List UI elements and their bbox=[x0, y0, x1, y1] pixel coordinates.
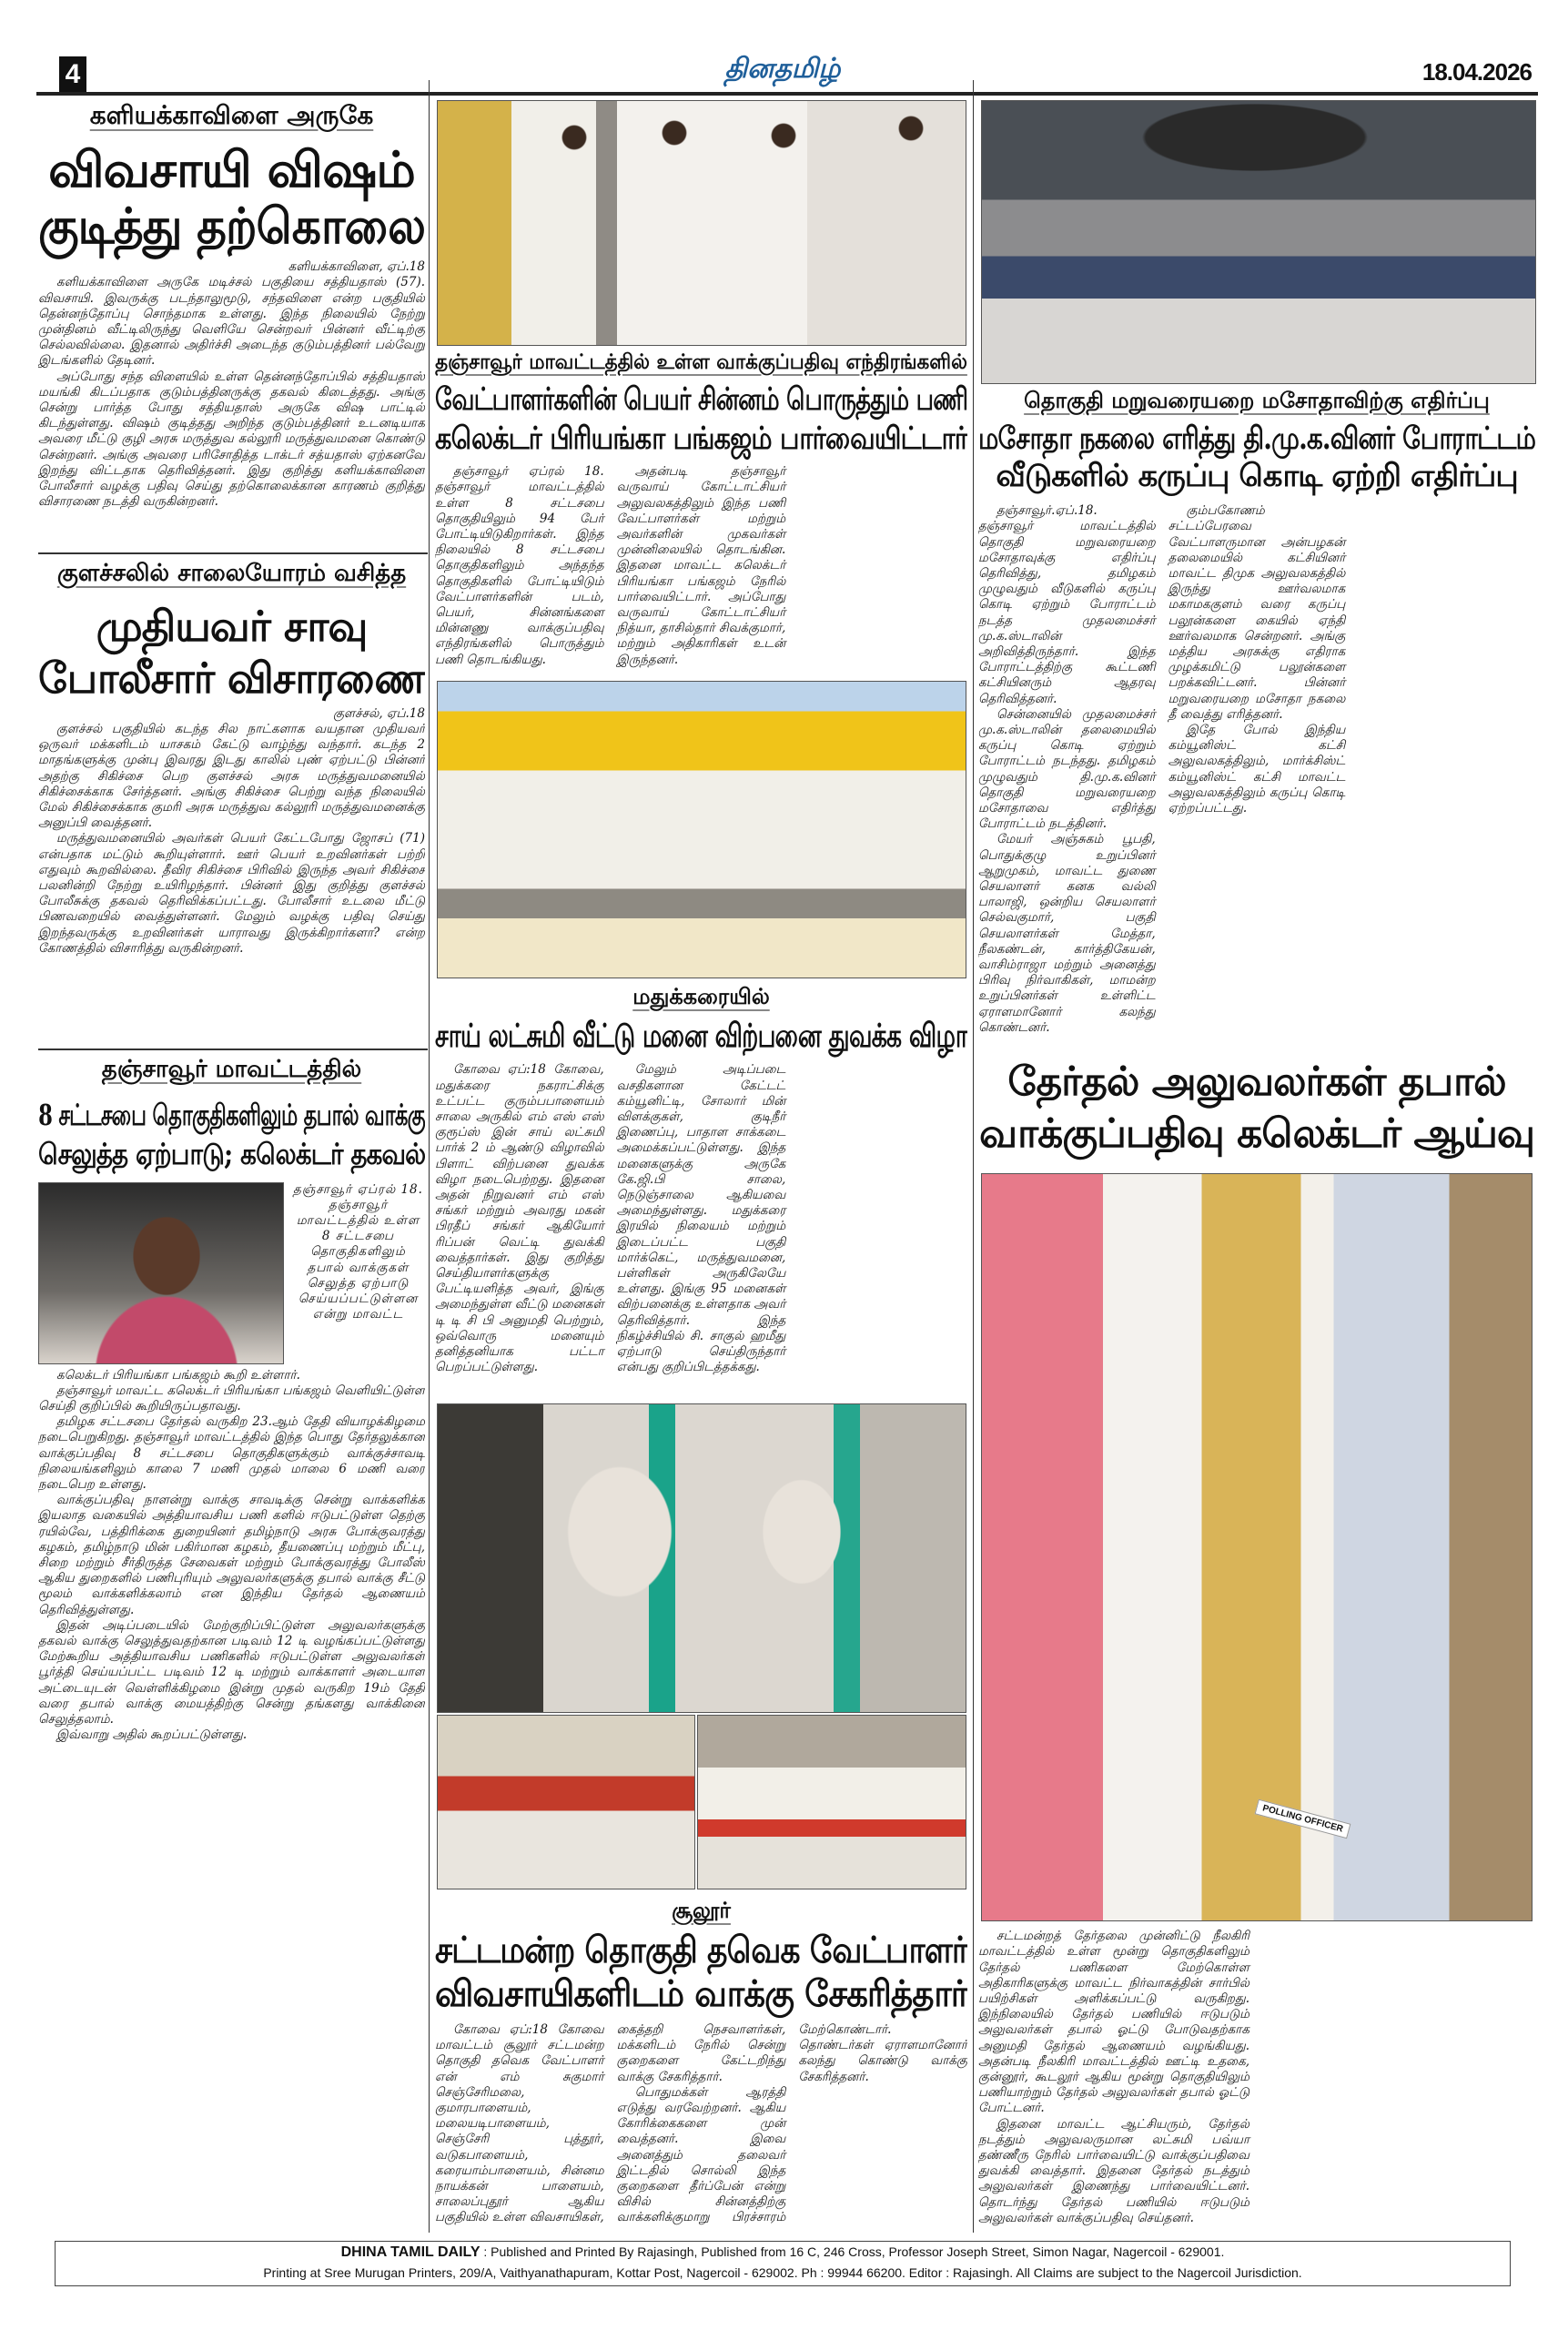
paragraph: வாக்குப்பதிவு நாளன்று வாக்கு சாவடிக்கு சென்று வாக்களிக்க இயலாத வகையில் அத்தியாவசிய பணி களில் ஈடுபட்டுள்ள தெற்கு ரயில்வே, பத்திரிக்கை துறையினர் தமிழ்நாடு அரசு போக்குவரத்து கழகம், தமிழ்நாடு மின் பகிர்மான கழகம், தீயணைப்பு மற்றும் மீட்பு, சிறை மற்றும் சீர்திருத்த சேவைகள் மற்றும் போக்குவரத்து போலீஸ் ஆகிய துறைகளில் பணிபுரியும் அலுவலர்களுக்கு தபால் வாக்கு சீட்டு மூலம் வாக்களிக்கலாம் என இந்திய தேர்தல் ஆணையம் தெரிவித்துள்ளது. bbox=[38, 1493, 425, 1617]
article-body bbox=[435, 1062, 967, 1398]
paragraph: சென்னையில் முதலமைச்சர் மு.க.ஸ்டாலின் தலைமையில் கருப்பு கொடி ஏற்றும் போராட்டம் நடந்தது. தமிழகம் முழுவதும் தி.மு.க.வினர் தொகுதி மறுவரையறை மசோதாவை எதிர்த்து போராட்டம் நடத்தினர். bbox=[978, 706, 1156, 832]
article-headline: போலீசார் விசாரணை bbox=[38, 653, 425, 703]
paragraph: குளச்சல் பகுதியில் கடந்த சில நாட்களாக வயதான முதியவர் ஒருவர் மக்களிடம் யாசகம் கேட்டு வாழ்ந்து வந்தார். கடந்த 2 மாதங்களுக்கு முன்பு இவரது இடது காலில் புண் ஏற்பட்டு பின்னர் அதற்கு சிகிச்சை பெற குளச்சல் அரசு மருத்துவமனையில் சிகிச்சைக்காக சேர்த்தனர். அங்கு சிகிச்சை பெற்று வந்த நிலையில் மேல் சிகிச்சைக்காக குமரி அரசு மருத்துவ கல்லூரி மருத்துவமனைக்கு அனுப்பி வைத்தனர். bbox=[38, 721, 425, 831]
article-tvk-candidate bbox=[435, 1897, 967, 2230]
imprint-footer bbox=[55, 2241, 1511, 2286]
paragraph: கலெக்டர் பிரியங்கா பங்கஜம் கூறி உள்ளார். bbox=[56, 1367, 300, 1383]
paragraph: தஞ்சாவூர் மாவட்ட கலெக்டர் பிரியங்கா பங்கஜம் வெளியிட்டுள்ள செய்தி குறிப்பில் கூறியிருப்பதாவது. bbox=[38, 1383, 425, 1413]
article-headline: சட்டமன்ற தொகுதி தவெக வேட்பாளர் bbox=[435, 1929, 967, 1971]
evm-inspection-photo bbox=[437, 100, 966, 346]
article-headline: செலுத்த ஏற்பாடு; கலெக்டர் தகவல் bbox=[38, 1136, 425, 1171]
paragraph: இவ்வாறு அதில் கூறப்பட்டுள்ளது. bbox=[56, 1727, 248, 1743]
article-body bbox=[38, 259, 425, 549]
article-elderly-death bbox=[38, 560, 425, 1045]
black-flag-protest-photo bbox=[981, 100, 1536, 384]
article-divider bbox=[38, 552, 428, 554]
header-rule bbox=[36, 92, 1538, 96]
paragraph: மேயர் அஞ்சுகம் பூபதி, பொதுக்குழு உறுப்பினர் ஆறுமுகம், மாவட்ட துணை செயலாளர் கனக வல்லி பாலாஜி, ஒன்றிய செயலாளர் செல்வகுமார், பகுதி செயலாளர்கள் மேத்தா, நீலகண்டன், கார்த்திகேயன், வாசிம்ராஜா மற்றும் அனைத்து பிரிவு நிர்வாகிகள், மாமன்ற உறுப்பினர்கள் உள்ளிட்ட ஏராளமானோர் கலந்து கொண்டனர். bbox=[978, 832, 1156, 1035]
paragraph: களியக்காவிளை அருகே மடிச்சல் பகுதியை சத்தியதாஸ் (57). விவசாயி. இவருக்கு படந்தாலுமூடு, சந்தவிளை என்ற பகுதியில் தென்னந்தோப்பு சொந்தமாக உள்ளது. இந்த நிலையில் நேற்று முன்தினம் வீட்டிலிருந்து வெளியே சென்றவர் பின்னர் வீட்டிற்கு செல்லவில்லை. இதனால் அதிர்ச்சி அடைந்த குடும்பத்தினர் பல்வேறு இடங்களில் தேடினர். bbox=[38, 275, 425, 369]
campaign-photo-right bbox=[697, 1715, 966, 1889]
paragraph: அப்போது சந்த விளையில் உள்ள தென்னந்தோப்பில் சத்தியதாஸ் மயங்கி கிடப்பதாக குடும்பத்தினருக்கு தகவல் கிடைத்தது. அங்கு சென்று பார்த்த போது சத்தியதாஸ் அருகே விஷ பாட்டில் கிடந்துள்ளது. விஷம் குடித்தது அறிந்த குடும்பத்தினர் உடனடியாக அவரை மீட்டு குழி அரசு மருத்துவ கல்லூரி மருத்துவமனை கொண்டு சென்றனர். அங்கு அவரை பரிசோதித்த டாக்டர் சத்யதாஸ் ஏற்கனவே இறந்து விட்டதாக தெரிவித்தனர். இது குறித்து களியக்காவிளை போலீசார் வழக்கு பதிவு செய்து தற்கொலைக்கான காரணம் குறித்து விசாரணை நடத்தி வருகின்றனர். bbox=[38, 369, 425, 510]
paragraph: தமிழக சட்டசபை தேர்தல் வருகிற 23.ஆம் தேதி வியாழக்கிழமை நடைபெறுகிறது. தஞ்சாவூர் மாவட்டத்தில் இந்த பொது தேர்தலுக்கான வாக்குப்பதிவு 8 சட்டசபை தொகுதிகளுக்கும் வாக்குச்சாவடி நிலையங்களிலும் காலை 7 மணி முதல் மாலை 6 மணி வரை நடைபெற உள்ளது. bbox=[38, 1414, 425, 1493]
collector-portrait-photo bbox=[38, 1182, 284, 1364]
article-body bbox=[435, 464, 967, 675]
article-headline: மசோதா நகலை எரித்து தி.மு.க.வினர் போராட்டம் bbox=[978, 420, 1535, 457]
paragraph: மேலும் அடிப்படை வசதிகளான கேட்டட் கம்யூனிட்டி, சோலார் மின் விளக்குகள், குடிநீர் இணைப்பு, பாதாள சாக்கடை அமைக்கப்பட்டுள்ளது. இந்த மனைகளுக்கு அருகே கே.ஜி.பி சாலை, நெடுஞ்சாலை ஆகியவை அமைந்துள்ளது. மதுக்கரை இரயில் நிலையம் மற்றும் இடைப்பட்ட பகுதி மார்க்கெட், மருத்துவமனை, பள்ளிகள் அருகிலேயே உள்ளது. இங்கு 95 மனைகள் விற்பனைக்கு உள்ளதாக அவர் தெரிவித்தார். இந்த நிகழ்ச்சியில் சி. சாகுல் ஹமீது ஏற்பாடு செய்திருந்தார் என்பது குறிப்பிடத்தக்கது. bbox=[616, 1062, 786, 1375]
column-divider bbox=[973, 80, 974, 2233]
article-body bbox=[38, 706, 425, 1045]
article-headline: குடித்து தற்கொலை bbox=[38, 197, 425, 256]
article-headline: வேட்பாளர்களின் பெயர் சின்னம் பொருத்தும் பணி bbox=[435, 381, 967, 418]
paragraph: தஞ்சாவூர்.ஏப்.18. தஞ்சாவூர் மாவட்டத்தில் தொகுதி மறுவரையறை மசோதாவுக்கு எதிர்ப்பு தெரிவித்து, தமிழகம் முழுவதும் வீடுகளில் கருப்பு கொடி ஏற்றும் போராட்டம் நடத்த முதலமைச்சர் மு.க.ஸ்டாலின் அறிவித்திருந்தார். இந்த போராட்டத்திற்கு கூட்டணி கட்சியினரும் ஆதரவு தெரிவித்தனர். bbox=[978, 503, 1156, 706]
article-body bbox=[38, 1368, 425, 2230]
article-kicker: களியக்காவிளை அருகே bbox=[89, 100, 374, 130]
campaign-main-photo bbox=[437, 1403, 966, 1713]
paragraph: தஞ்சாவூர் ஏப்ரல் 18. தஞ்சாவூர் மாவட்டத்தில் உள்ள 8 சட்டசபை தொகுதியிலும் 94 பேர் போட்டியிடுகிறார்கள். இந்த நிலையில் 8 சட்டசபை தொகுதிகளிலும் அந்தந்த தொகுதிகளில் போட்டியிடும் வேட்பாளர்களின் படம், பெயர், சின்னங்களை மின்னணு வாக்குப்பதிவு எந்திரங்களில் பொருத்தும் பணி தொடங்கியது. bbox=[435, 464, 604, 667]
article-farmer-suicide bbox=[38, 100, 425, 549]
article-headline: கலெக்டர் பிரியங்கா பங்கஜம் பார்வையிட்டார் bbox=[435, 420, 967, 458]
article-headline: விவசாயிகளிடம் வாக்கு சேகரித்தார் bbox=[435, 1972, 967, 2015]
article-headline: சாய் லட்சுமி வீட்டு மனை விற்பனை துவக்க விழா bbox=[435, 1017, 967, 1055]
imprint-line: Printing at Sree Murugan Printers, 209/A, Vaithyanathapuram, Kottar Post, Nagercoil - 629002. Ph : 99944 66200. Editor : Rajasingh. All Claims are subject to the Nagercoil Jurisdiction. bbox=[263, 2265, 1302, 2280]
article-headline: முதியவர் சாவு bbox=[96, 602, 368, 651]
newspaper-logo: தினதமிழ் bbox=[724, 53, 841, 85]
article-body bbox=[435, 2022, 967, 2230]
article-kicker: தஞ்சாவூர் மாவட்டத்தில் உள்ள வாக்குப்பதிவு எந்திரங்களில் bbox=[435, 350, 967, 374]
paragraph: இதே போல் இந்திய கம்யூனிஸ்ட் கட்சி அலுவலகத்திலும், மார்க்சிஸ்ட் கம்யூனிஸ்ட் கட்சி மாவட்ட அலுவலகத்திலும் கருப்பு கொடி ஏற்றப்பட்டது. bbox=[1168, 723, 1346, 816]
paragraph: கோவை ஏப்:18 கோவை, மதுக்கரை நகராட்சிக்கு உட்பட்ட குரும்பபாளையம் சாலை அருகில் எம் எஸ் எஸ் குரூப்ஸ் இன் சாய் லட்சுமி பார்க் 2 ம் ஆண்டு விழாவில் பிளாட் விற்பனை துவக்க விழா நடைபெற்றது. இதனை அதன் நிறுவனர் எம் எஸ் சங்கர் மற்றும் அவரது மகன் பிரதீப் சங்கர் ஆகியோர் ரிப்பன் வெட்டி துவக்கி வைத்தார்கள். இது குறித்து செய்தியாளர்களுக்கு பேட்டியளித்த அவர், இங்கு அமைந்துள்ள வீட்டு மனைகள் டி டி சி பி அனுமதி பெற்றும், ஒவ்வொரு மனையும் தனித்தனியாக பட்டா பெறப்பட்டுள்ளது. bbox=[435, 1062, 604, 1375]
paragraph: சட்டமன்றத் தேர்தலை முன்னிட்டு நீலகிரி மாவட்டத்தில் உள்ள மூன்று தொகுதிகளிலும் தேர்தல் பணிகளை மேற்கொள்ள அதிகாரிகளுக்கு மாவட்ட நிர்வாகத்தின் சார்பில் பயிற்சிகள் அளிக்கப்பட்டு வருகிறது. இந்நிலையில் தேர்தல் பணியில் ஈடுபடும் அலுவலர்கள் தபால் ஓட்டு போடுவதற்காக அனுமதி தேர்தல் ஆணையம் வழங்கியது. அதன்படி நீலகிரி மாவட்டத்தில் ஊட்டி உதகை, குன்னூர், கூடலூர் ஆகிய மூன்று தொகுதியிலும் பணியாற்றும் தேர்தல் அலுவலர்கள் தபால் ஓட்டு போட்டனர். bbox=[978, 1929, 1249, 2116]
inauguration-ribbon-photo bbox=[437, 681, 966, 978]
article-kicker: தஞ்சாவூர் மாவட்டத்தில் bbox=[101, 1056, 362, 1083]
paragraph: இதனை மாவட்ட ஆட்சியரும், தேர்தல் நடத்தும் அலுவலருமான லட்சுமி பவ்யா தண்ணீரு நேரில் பார்வையிட்டு வாக்குப்பதிவை துவக்கி வைத்தார். இதனை தேர்தல் நடத்தும் அலுவலர்கள் இணைந்து பார்வையிட்டனர். தொடர்ந்து தேர்தல் பணியில் ஈடுபடும் அலுவலர்கள் வாக்குப்பதிவு செய்தனர். bbox=[978, 2116, 1249, 2225]
article-kicker: குளச்சலில் சாலையோரம் வசித்த bbox=[56, 560, 407, 587]
article-plot-sale bbox=[435, 983, 967, 1398]
column-divider bbox=[429, 80, 430, 2233]
article-headline: வீடுகளில் கருப்பு கொடி ஏற்றி எதிர்ப்பு bbox=[996, 458, 1518, 495]
article-divider bbox=[38, 1048, 428, 1050]
polling-officer-sign: POLLING OFFICER bbox=[1255, 1799, 1351, 1839]
article-postal-ballot-inspection bbox=[978, 1054, 1535, 2230]
imprint-line: : Published and Printed By Rajasingh, Published from 16 C, 246 Cross, Professor Joseph Street, Simon Nagar, Nagercoil - 629001. bbox=[483, 2244, 1225, 2259]
dateline: களியக்காவிளை, ஏப்.18 bbox=[288, 259, 425, 275]
article-kicker: மதுக்கரையில் bbox=[632, 983, 770, 1009]
article-side-text: தஞ்சாவூர் ஏப்ரல் 18. தஞ்சாவூர் மாவட்டத்தில் உள்ள 8 சட்டசபை தொகுதிகளிலும் தபால் வாக்குகள் செலுத்த ஏற்பாடு செய்யப்பட்டுள்ளன என்று மாவட்ட bbox=[293, 1181, 423, 1322]
paragraph: பொதுமக்கள் ஆரத்தி எடுத்து வரவேற்றனர். ஆகிய கோரிக்கைகளை முன் வைத்தனர். இவை அனைத்தும் தலைவர் இட்டதில் சொல்லி இந்த குறைகளை தீர்ப்பேன் என்று விசில் சின்னத்திற்கு வாக்களிக்குமாறு பிரச்சாரம் மேற்கொண்டார். தொண்டர்கள் ஏராளமானோர் கலந்து கொண்டு வாக்கு சேகரித்தனர். bbox=[616, 2022, 967, 2225]
article-headline: வாக்குப்பதிவு கலெக்டர் ஆய்வு bbox=[979, 1109, 1534, 1157]
article-headline: தேர்தல் அலுவலர்கள் தபால் bbox=[1007, 1059, 1506, 1105]
article-postal-vote bbox=[38, 1056, 425, 2230]
dateline: குளச்சல், ஏப்.18 bbox=[333, 705, 425, 721]
page-number: 4 bbox=[59, 56, 86, 93]
paragraph: கும்பகோணம் சட்டப்பேரவை வேட்பாளருமான அன்பழகன் தலைமையில் கட்சியினர் மாவட்ட திமுக அலுவலகத்தில் இருந்து ஊர்வலமாக மகாமககுளம் வரை கருப்பு பலூன்களை கையில் ஏந்தி ஊர்வலமாக சென்றனர். அங்கு மத்திய அரசுக்கு எதிராக முழக்கமிட்டு பலூன்களை பறக்கவிட்டனர். பின்னர் மறுவரையறை மசோதா நகலை தீ வைத்து எரித்தனர். bbox=[1168, 503, 1346, 722]
article-headline: 8 சட்டசபை தொகுதிகளிலும் தபால் வாக்கு bbox=[38, 1098, 425, 1132]
paragraph: மருத்துவமனையில் அவர்கள் பெயர் கேட்டபோது ஜோசப் (71) என்பதாக மட்டும் கூறியுள்ளார். ஊர் பெயர் உறவினர்கள் பற்றி எதுவும் கூறவில்லை. தீவிர சிகிச்சை பிரிவில் இருந்த அவர் சிகிச்சை பலனின்றி நேற்று உயிரிழந்தார். பின்னர் இது குறித்து குளச்சல் போலீசுக்கு தகவல் தெரிவிக்கப்பட்டது. போலீசார் உடலை மீட்டு பிணவறையில் வைத்துள்ளனர். மேலும் வழக்கு பதிவு செய்து இறந்தவருக்கு உறவினர்கள் யாராவது இருக்கிறார்களா? என்ற கோணத்தில் விசாரித்து வருகின்றனர். bbox=[38, 831, 425, 956]
article-headline: விவசாயி விஷம் bbox=[48, 140, 415, 198]
article-kicker: தொகுதி மறுவரையறை மசோதாவிற்கு எதிர்ப்பு bbox=[1024, 387, 1490, 413]
polling-officers-photo bbox=[981, 1173, 1533, 1921]
article-body bbox=[978, 503, 1535, 1047]
article-body bbox=[978, 1929, 1535, 2230]
article-kicker: சூலூர் bbox=[672, 1897, 731, 1923]
paper-name: DHINA TAMIL DAILY bbox=[340, 2244, 481, 2260]
paragraph: கோவை ஏப்:18 கோவை மாவட்டம் சூலூர் சட்டமன்ற தொகுதி தவெக வேட்பாளர் என் எம் சுகுமார் செஞ்சேரிமலை, குமாரபாளையம், மலையடிபாளையம், செஞ்சேரி புத்தூர், வடுகபாளையம், கரையாம்பாளையம், சின்னம நாயக்கன் பாளையம், சாலைப்புதூர் ஆகிய பகுதியில் உள்ள விவசாயிகள், கைத்தறி நெசவாளர்கள், மக்களிடம் நேரில் சென்று குறைகளை கேட்டறிந்து வாக்கு சேகரித்தார். bbox=[435, 2022, 786, 2225]
issue-date: 18.04.2026 bbox=[1421, 58, 1532, 86]
article-delimitation-protest bbox=[978, 387, 1535, 1047]
campaign-photo-left bbox=[437, 1715, 695, 1889]
paragraph: இதன் அடிப்படையில் மேற்குறிப்பிட்டுள்ள அலுவலர்களுக்கு தகவல் வாக்கு செலுத்துவதற்கான படிவம் 12 டி வழங்கப்பட்டுள்ளது மேற்கூறிய அத்தியாவசிய பணிகளில் ஈடுபட்டுள்ள அலுவலர்கள் பூர்த்தி செய்யப்பட்ட படிவம் 12 டி மற்றும் வாக்காளர் அடையாள அட்டையுடன் வெள்ளிக்கிழமை இன்று முதல் வருகிற 19ம் தேதி வரை தபால் வாக்கு மையத்திற்கு சென்று தங்களது வாக்கினை செலுத்தலாம். bbox=[38, 1617, 425, 1727]
paragraph: அதன்படி தஞ்சாவூர் வருவாய் கோட்டாட்சியர் அலுவலகத்திலும் இந்த பணி வேட்பாளர்கள் மற்றும் அவர்களின் முகவர்கள் முன்னிலையில் தொடங்கின. இதனை மாவட்ட கலெக்டர் பிரியங்கா பங்கஜம் நேரில் பார்வையிட்டார். அப்போது வருவாய் கோட்டாட்சியர் நித்யா, தாசில்தார் சிவக்குமார், மற்றும் அதிகாரிகள் உடன் இருந்தனர். bbox=[616, 464, 786, 667]
article-evm-symbols bbox=[435, 350, 967, 675]
